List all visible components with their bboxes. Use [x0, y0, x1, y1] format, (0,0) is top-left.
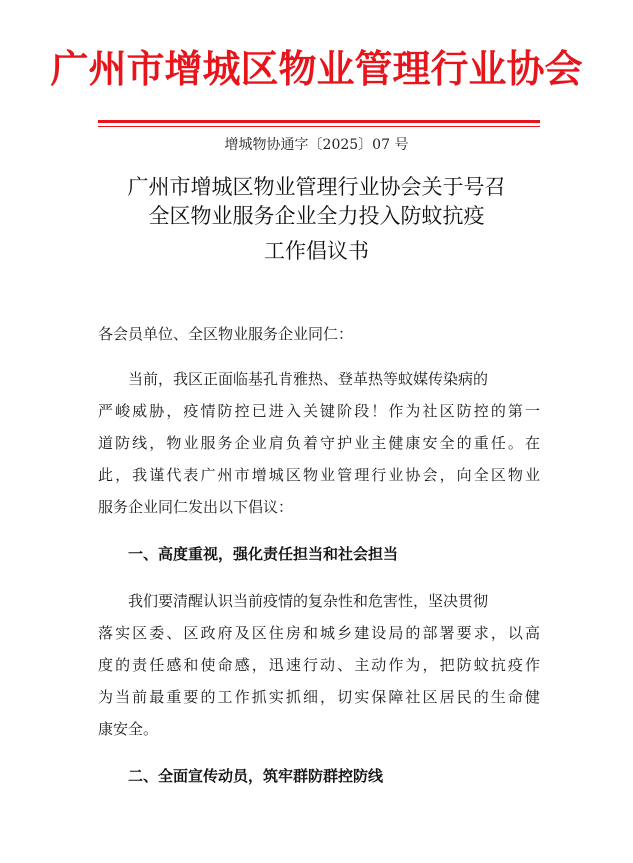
letterhead-red-rule-thin	[98, 126, 540, 127]
intro-line-1: 当前，我区正面临基孔肯雅热、登革热等蚊媒传染病的	[128, 370, 489, 388]
org-letterhead-title: 广州市增城区物业管理行业协会	[50, 47, 583, 91]
section-1-line-5: 康安全。	[98, 720, 159, 738]
salutation: 各会员单位、全区物业服务企业同仁：	[98, 325, 354, 343]
intro-line-5: 服务企业同仁发出以下倡议：	[98, 498, 294, 516]
document-title-line-2: 全区物业服务企业全力投入防蚊抗疫	[148, 204, 485, 228]
intro-line-2: 严峻威胁，疫情防控已进入关键阶段！作为社区防控的第一	[98, 402, 540, 420]
section-1-line-2: 落实区委、区政府及区住房和城乡建设局的部署要求，以高	[98, 624, 540, 642]
section-1-line-4: 为当前最重要的工作抓实抓细，切实保障社区居民的生命健	[98, 688, 540, 706]
section-1-line-3: 度的责任感和使命感，迅速行动、主动作为，把防蚊抗疫作	[98, 656, 540, 674]
section-1-heading: 一、高度重视，强化责任担当和社会担当	[128, 545, 399, 563]
letterhead-red-rule-thick	[98, 120, 540, 123]
intro-line-3: 道防线，物业服务企业肩负着守护业主健康安全的重任。在	[98, 434, 540, 452]
document-number: 增城物协通字〔2025〕07 号	[224, 137, 409, 153]
section-1-line-1: 我们要清醒认识当前疫情的复杂性和危害性，坚决贯彻	[128, 592, 489, 610]
document-title-line-3: 工作倡议书	[264, 239, 369, 263]
intro-line-4: 此，我谨代表广州市增城区物业管理行业协会，向全区物业	[98, 466, 540, 484]
section-2-heading: 二、全面宣传动员，筑牢群防群控防线	[128, 767, 384, 785]
document-title-line-1: 广州市增城区物业管理行业协会关于号召	[127, 175, 506, 199]
